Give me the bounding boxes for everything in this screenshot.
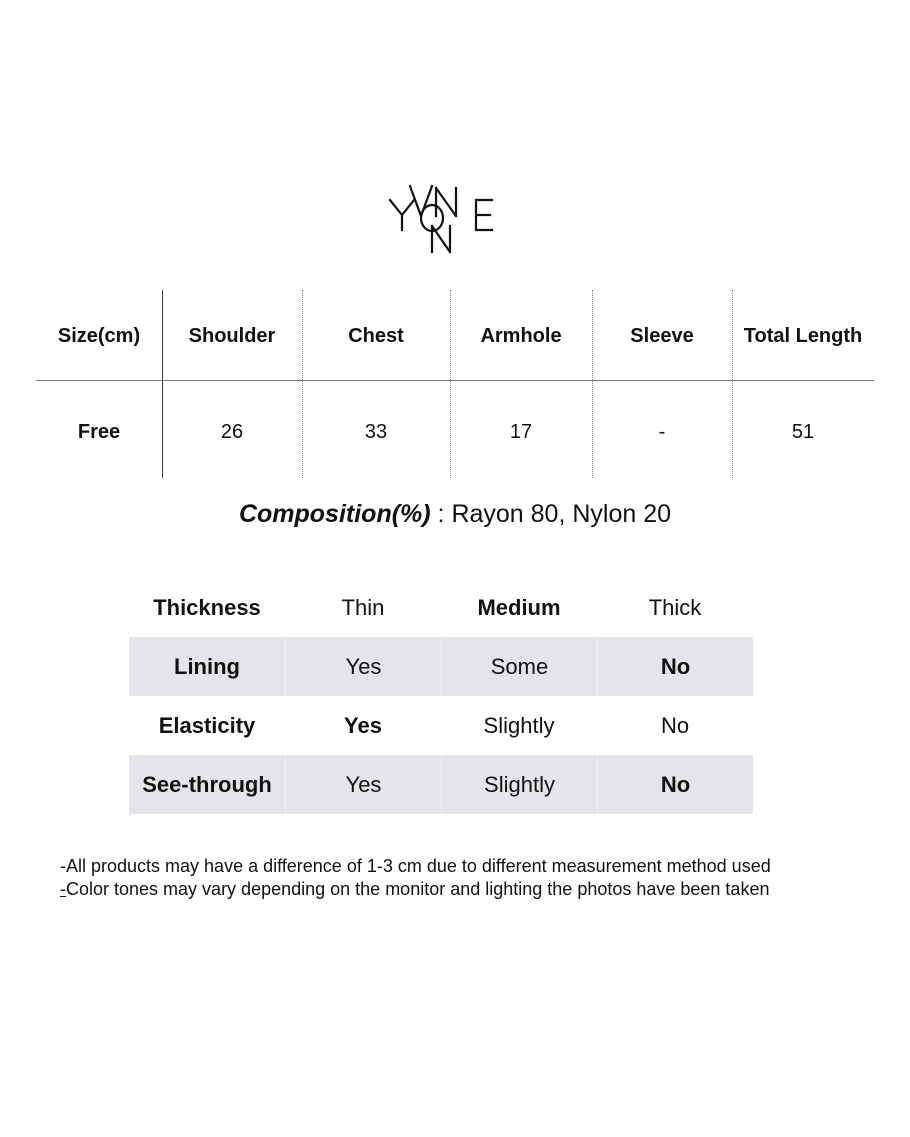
composition-label: Composition(%) [238,500,431,528]
sleeve-value: - [658,421,666,443]
column-divider [162,290,163,478]
composition-separator: : [430,500,452,528]
property-option: Yes [285,637,441,696]
property-option: Thick [648,594,702,620]
total-length-value: 51 [791,421,815,443]
column-divider [592,290,593,478]
property-label: Thickness [153,594,261,620]
header-size: Size(cm) [57,324,141,347]
column-divider [450,290,451,478]
property-option-selected: No [597,637,753,696]
yvonne-logo-icon [380,182,510,260]
disclaimer-notes [60,855,771,901]
property-option: No [660,712,690,738]
size-value: Free [77,421,121,443]
brand-logo [380,182,510,260]
column-divider [302,290,303,478]
property-row-lining [129,637,753,696]
property-option-selected: Yes [344,712,382,738]
note-color [60,878,771,901]
fabric-properties-table [129,578,753,814]
header-armhole: Armhole [480,324,562,347]
property-option-selected: No [597,755,753,814]
property-row-elasticity [129,696,753,755]
property-label: See-through [129,755,285,814]
property-row-see-through [129,755,753,814]
size-table [36,290,874,478]
note-color-dash: - [60,879,66,899]
property-option: Some [441,637,597,696]
property-label: Lining [129,637,285,696]
property-option: Slightly [483,712,555,738]
header-shoulder: Shoulder [188,324,276,347]
property-option: Yes [285,755,441,814]
property-row-thickness [129,578,753,637]
shoulder-value: 26 [220,421,244,443]
header-sleeve: Sleeve [630,324,694,347]
note-color-text: Color tones may vary depending on the monitor and lighting the photos have been taken [66,879,770,899]
property-label: Elasticity [158,712,256,738]
header-chest: Chest [348,324,404,347]
composition-value: Rayon 80, Nylon 20 [451,500,672,528]
note-measurement: -All products may have a difference of 1-3 cm due to different measurement method used [60,856,771,876]
chest-value: 33 [364,421,388,443]
property-option: Thin [341,594,385,620]
property-option: Slightly [441,755,597,814]
column-divider [732,290,733,478]
armhole-value: 17 [509,421,533,443]
property-option-selected: Medium [477,594,561,620]
composition-line [0,500,910,529]
header-total-length: Total Length [743,324,863,347]
